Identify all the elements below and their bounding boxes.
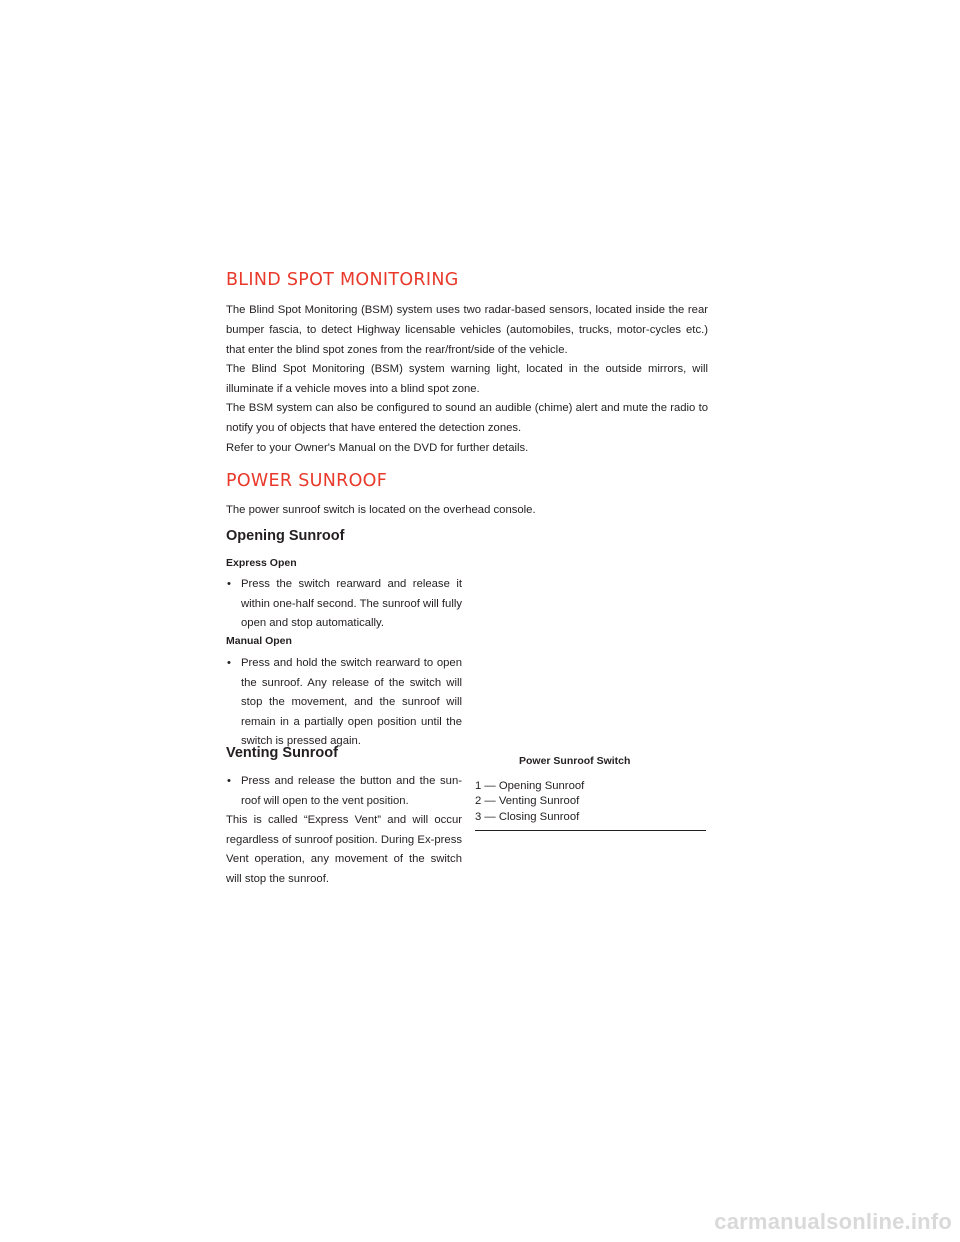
express-open-bullet bbox=[226, 575, 462, 634]
express-vent-paragraph: This is called “Express Vent” and will occur regardless of sunroof position. During Ex-press Vent operation, any movement of the switch will stop the sunroof. bbox=[226, 814, 462, 885]
manual-open-heading: Manual Open bbox=[226, 635, 292, 647]
power-sunroof-intro: The power sunroof switch is located on the overhead console. bbox=[226, 504, 536, 516]
power-sunroof-title: POWER SUNROOF bbox=[226, 471, 388, 491]
blind-spot-paragraph-3: The BSM system can also be configured to sound an audible (chime) alert and mute the radio to notify you of objects that have entered the detection zones. bbox=[226, 402, 708, 435]
venting-sunroof-heading: Venting Sunroof bbox=[226, 745, 338, 761]
blind-spot-paragraph-1: The Blind Spot Monitoring (BSM) system uses two radar-based sensors, located inside the rear bumper fascia, to detect Highway licensable vehicles (automobiles, trucks, motor-cycles etc.) that enter the blind spot zones from the rear/front/side of the vehicle. bbox=[226, 304, 708, 357]
manual-open-text: Press and hold the switch rearward to open the sunroof. Any release of the switch will stop the movement, and the sunroof will remain in a partially open position until the switch is pressed again. bbox=[241, 657, 462, 748]
sunroof-switch-figure bbox=[475, 540, 706, 745]
watermark: carmanualsonline.info bbox=[714, 1209, 952, 1234]
blind-spot-title: BLIND SPOT MONITORING bbox=[226, 270, 459, 290]
bullet-icon: • bbox=[227, 657, 231, 669]
figure-caption: Power Sunroof Switch bbox=[519, 755, 631, 767]
express-open-heading: Express Open bbox=[226, 557, 297, 569]
legend-item-opening: 1 — Opening Sunroof bbox=[475, 780, 585, 792]
figure-legend bbox=[475, 779, 706, 831]
legend-item-venting: 2 — Venting Sunroof bbox=[475, 795, 580, 808]
opening-sunroof-heading: Opening Sunroof bbox=[226, 528, 345, 544]
manual-open-bullet bbox=[226, 654, 462, 752]
bullet-icon: • bbox=[227, 578, 231, 590]
venting-bullet-text: Press and release the button and the sun-roof will open to the vent position. bbox=[241, 775, 462, 807]
bullet-icon: • bbox=[227, 775, 231, 787]
legend-item-closing: 3 — Closing Sunroof bbox=[475, 810, 580, 823]
venting-bullet bbox=[226, 772, 462, 811]
blind-spot-paragraph-4: Refer to your Owner's Manual on the DVD for further details. bbox=[226, 442, 529, 454]
blind-spot-paragraph-2: The Blind Spot Monitoring (BSM) system warning light, located in the outside mirrors, will illuminate if a vehicle moves into a blind spot zone. bbox=[226, 363, 708, 396]
express-open-text: Press the switch rearward and release it within one-half second. The sunroof will fully open and stop automatically. bbox=[241, 578, 462, 630]
